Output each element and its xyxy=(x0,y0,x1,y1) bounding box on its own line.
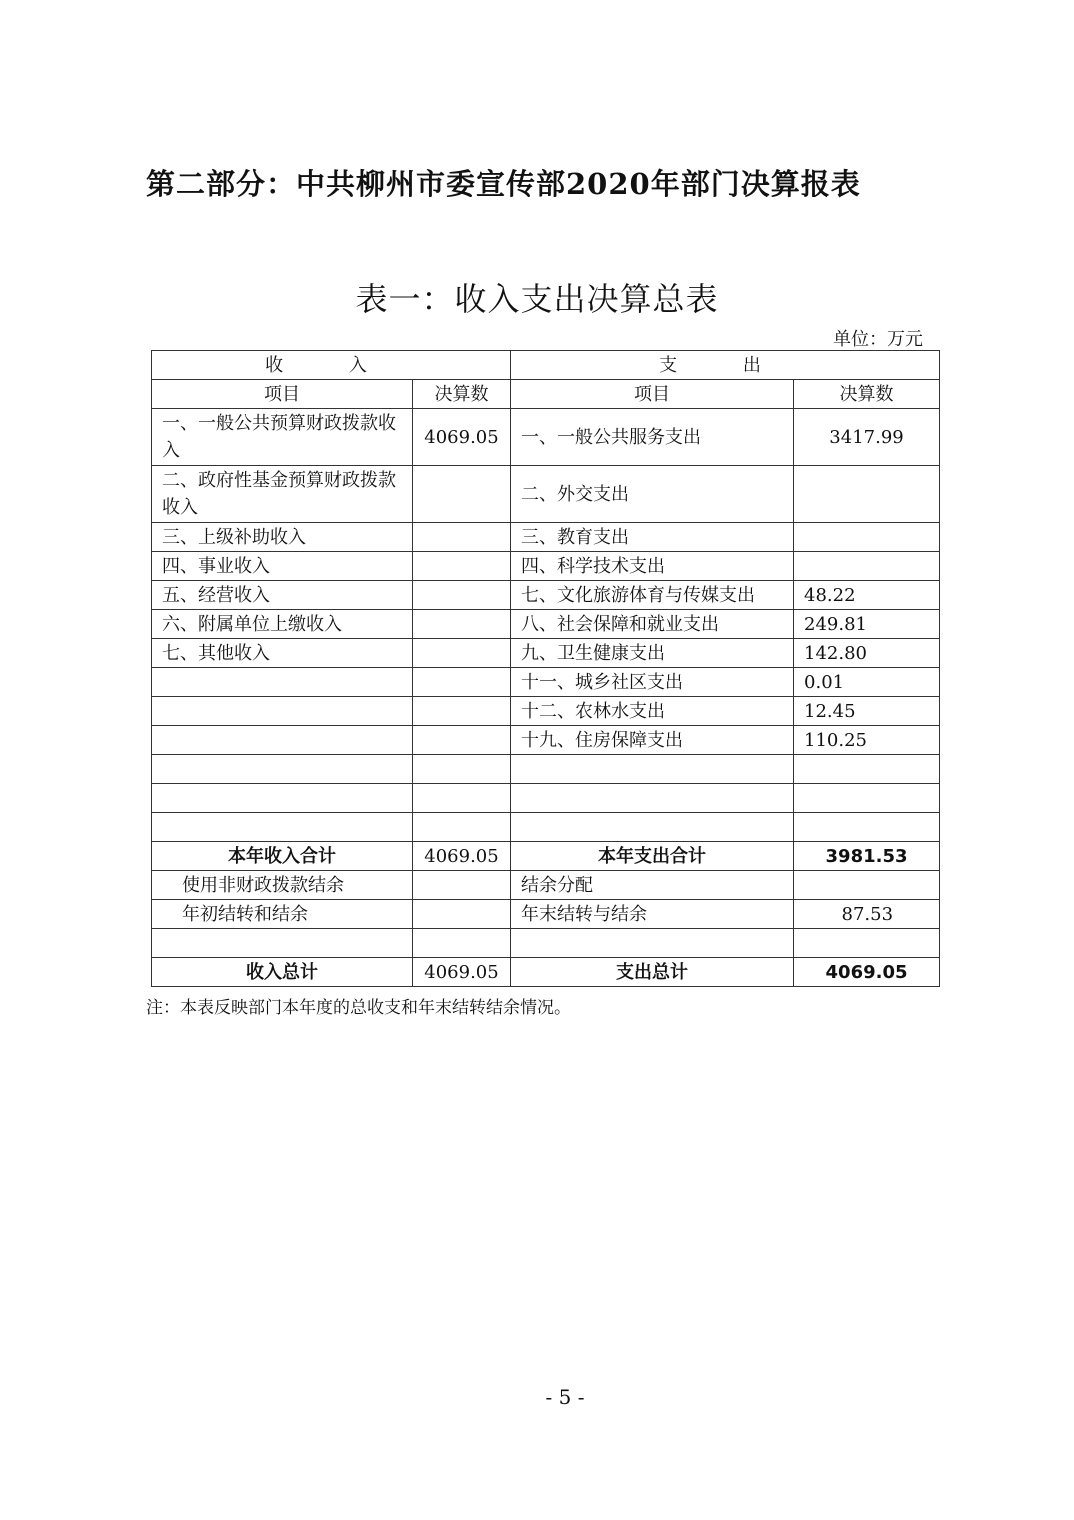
table-row xyxy=(152,610,940,639)
empty-row xyxy=(152,813,940,842)
income-item: 三、上级补助收入 xyxy=(152,523,413,552)
expense-item-header: 项目 xyxy=(511,380,794,409)
income-value: 4069.05 xyxy=(413,409,511,466)
expense-item: 一、一般公共服务支出 xyxy=(511,409,794,466)
income-item xyxy=(152,726,413,755)
expense-value: 12.45 xyxy=(794,697,940,726)
empty-row xyxy=(152,755,940,784)
income-item: 六、附属单位上缴收入 xyxy=(152,610,413,639)
income-value xyxy=(413,668,511,697)
expense-value: 48.22 xyxy=(794,581,940,610)
expense-item: 九、卫生健康支出 xyxy=(511,639,794,668)
empty-row xyxy=(152,929,940,958)
income-item: 四、事业收入 xyxy=(152,552,413,581)
expense-item: 八、社会保障和就业支出 xyxy=(511,610,794,639)
income-value xyxy=(413,552,511,581)
expense-item: 二、外交支出 xyxy=(511,466,794,523)
expense-grand-total-label: 支出总计 xyxy=(511,958,794,987)
expense-value xyxy=(794,466,940,523)
table-row xyxy=(152,581,940,610)
table-row xyxy=(152,697,940,726)
income-item: 二、政府性基金预算财政拨款收入 xyxy=(152,466,413,523)
income-grand-total-label: 收入总计 xyxy=(152,958,413,987)
income-amount-header: 决算数 xyxy=(413,380,511,409)
grand-total-row xyxy=(152,958,940,987)
income-value xyxy=(413,639,511,668)
expense-item: 结余分配 xyxy=(511,871,794,900)
expense-value: 110.25 xyxy=(794,726,940,755)
budget-table xyxy=(151,350,940,987)
income-item: 年初结转和结余 xyxy=(152,900,413,929)
year-income-total-label: 本年收入合计 xyxy=(152,842,413,871)
year-income-total-value: 4069.05 xyxy=(413,842,511,871)
year-expense-total-value: 3981.53 xyxy=(794,842,940,871)
expense-item: 四、科学技术支出 xyxy=(511,552,794,581)
table-row xyxy=(152,552,940,581)
expense-value xyxy=(794,552,940,581)
expense-grand-total-value: 4069.05 xyxy=(794,958,940,987)
expense-value xyxy=(794,871,940,900)
expense-amount-header: 决算数 xyxy=(794,380,940,409)
section-title: 第二部分：中共柳州市委宣传部2020年部门决算报表 xyxy=(146,167,861,201)
page-number: - 5 - xyxy=(545,1385,585,1409)
table-title: 表一：收入支出决算总表 xyxy=(355,280,719,318)
income-item: 五、经营收入 xyxy=(152,581,413,610)
income-value xyxy=(413,581,511,610)
income-grand-total-value: 4069.05 xyxy=(413,958,511,987)
expense-value: 87.53 xyxy=(794,900,940,929)
expense-value xyxy=(794,523,940,552)
income-header: 收 入 xyxy=(152,351,511,380)
expense-item: 十二、农林水支出 xyxy=(511,697,794,726)
expense-item: 七、文化旅游体育与传媒支出 xyxy=(511,581,794,610)
carry-row xyxy=(152,900,940,929)
income-item xyxy=(152,668,413,697)
expense-value: 3417.99 xyxy=(794,409,940,466)
income-value xyxy=(413,466,511,523)
expense-value: 0.01 xyxy=(794,668,940,697)
carry-row xyxy=(152,871,940,900)
income-value xyxy=(413,610,511,639)
expense-item: 十九、住房保障支出 xyxy=(511,726,794,755)
expense-item: 三、教育支出 xyxy=(511,523,794,552)
income-value xyxy=(413,697,511,726)
income-item: 一、一般公共预算财政拨款收入 xyxy=(152,409,413,466)
expense-value: 142.80 xyxy=(794,639,940,668)
income-item xyxy=(152,697,413,726)
table-row xyxy=(152,726,940,755)
income-value xyxy=(413,726,511,755)
expense-item: 十一、城乡社区支出 xyxy=(511,668,794,697)
year-total-row xyxy=(152,842,940,871)
year-expense-total-label: 本年支出合计 xyxy=(511,842,794,871)
table-row xyxy=(152,639,940,668)
table-note: 注：本表反映部门本年度的总收支和年末结转结余情况。 xyxy=(146,998,571,1018)
income-item: 七、其他收入 xyxy=(152,639,413,668)
expense-header: 支 出 xyxy=(511,351,940,380)
income-item-header: 项目 xyxy=(152,380,413,409)
unit-label: 单位：万元 xyxy=(833,329,923,350)
empty-row xyxy=(152,784,940,813)
income-item: 使用非财政拨款结余 xyxy=(152,871,413,900)
income-value xyxy=(413,523,511,552)
table-row xyxy=(152,466,940,523)
table-row xyxy=(152,409,940,466)
table-row xyxy=(152,523,940,552)
expense-value: 249.81 xyxy=(794,610,940,639)
table-row xyxy=(152,668,940,697)
expense-item: 年末结转与结余 xyxy=(511,900,794,929)
